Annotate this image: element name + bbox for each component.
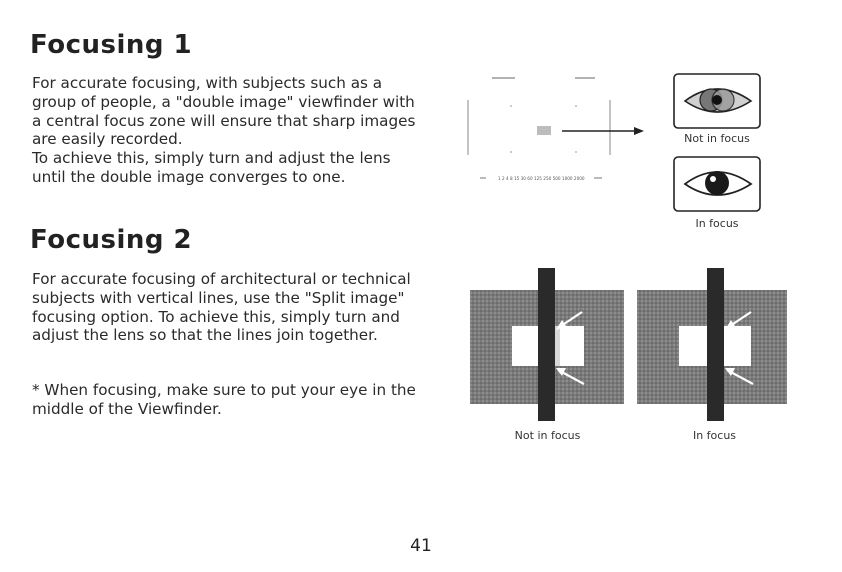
split-not-in-focus-caption: Not in focus [514,429,581,442]
viewfinder-diagram [460,70,660,190]
focusing-2-paragraph [32,270,411,345]
single-image-eye-icon [673,156,761,212]
arrow-head [634,127,644,135]
focusing-1-line: a central focus zone will ensure that sharp images [32,111,416,130]
focusing-1-line: For accurate focusing, with subjects such as a [32,74,383,92]
split-image-not-in-focus [470,268,625,423]
split-in-focus-caption: In focus [692,429,737,442]
focusing-1-paragraph [32,74,415,187]
focusing-2-heading: Focusing 2 [30,225,193,255]
viewfinder-note [32,381,416,419]
focusing-1-line: are easily recorded. [32,130,183,149]
focusing-2-line: focusing option. To achieve this, simply turn and [32,307,400,326]
note-line: middle of the Viewfinder. [32,399,222,418]
focusing-2-line: adjust the lens so that the lines join together. [32,326,378,345]
focusing-2-line: subjects with vertical lines, use the "Split image" [32,288,405,307]
focus-zone [537,126,551,135]
eye-not-in-focus-caption: Not in focus [684,132,750,145]
page-number: 41 [410,536,432,556]
eye-in-focus-caption: In focus [695,217,739,230]
focusing-1-line: To achieve this, simply turn and adjust the lens [32,149,391,168]
focusing-1-line: until the double image converges to one. [32,167,346,186]
split-image-in-focus [637,268,792,423]
double-image-eye-icon [673,73,761,129]
focusing-1-heading: Focusing 1 [30,30,193,60]
note-line: * When focusing, make sure to put your eye in the [32,381,416,399]
shutter-scale-text: 1 2 4 8 15 30 60 125 250 500 1000 2000 [498,176,585,181]
focusing-2-line: For accurate focusing of architectural or technical [32,270,411,288]
focusing-1-line: group of people, a "double image" viewfinder with [32,92,415,111]
